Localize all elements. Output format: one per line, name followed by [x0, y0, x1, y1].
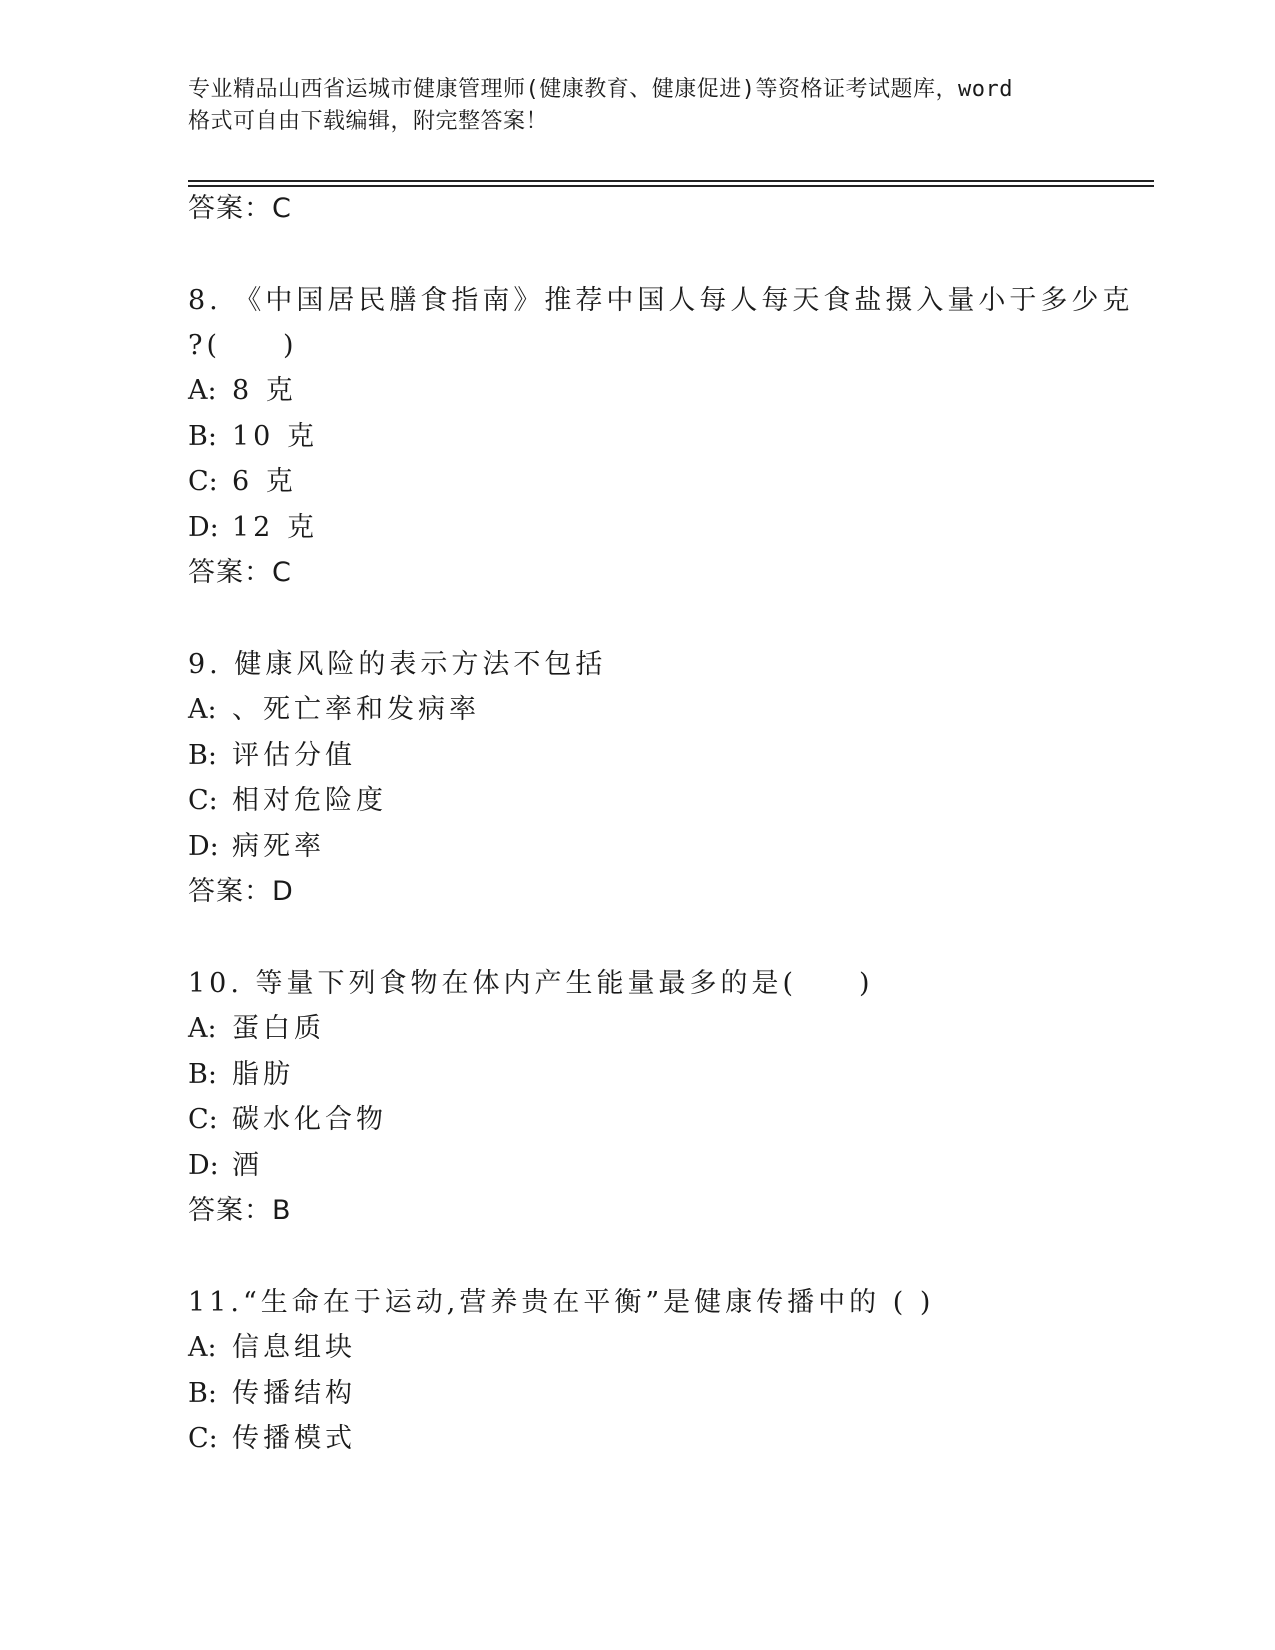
option-key: C: [188, 1104, 218, 1135]
option-key: B: [188, 1377, 217, 1409]
question-stem-continued: ?( ) [188, 330, 298, 361]
option-key: A: [188, 375, 217, 406]
option-text: 病死率 [232, 830, 325, 862]
option-b [188, 1371, 1148, 1417]
question-10 [188, 961, 1148, 1234]
question-stem: 11.“生命在于运动,营养贵在平衡”是健康传播中的 ( ) [188, 1287, 935, 1318]
option-c [188, 459, 1148, 505]
option-a [188, 1325, 1148, 1371]
option-key: A: [188, 1013, 217, 1044]
option-key: B: [188, 739, 217, 771]
option-b [188, 414, 1148, 460]
option-text: 8 克 [232, 375, 297, 406]
option-key: C: [188, 785, 218, 816]
option-a [188, 368, 1148, 414]
option-key: D: [188, 1149, 219, 1181]
option-text: 10 克 [232, 420, 318, 452]
question-stem: 10. 等量下列食物在体内产生能量最多的是( ) [188, 968, 874, 999]
option-text: 酒 [232, 1149, 263, 1181]
option-text: 、死亡率和发病率 [232, 694, 480, 725]
answer-label: 答案：C [188, 193, 292, 224]
option-c [188, 778, 1148, 824]
option-c [188, 1097, 1148, 1143]
answer-label: 答案：C [188, 557, 292, 588]
question-stem: 9. 健康风险的表示方法不包括 [188, 649, 607, 680]
option-key: B: [188, 1058, 217, 1090]
question-8 [188, 278, 1148, 596]
question-11 [188, 1280, 1148, 1462]
option-b [188, 733, 1148, 779]
option-d [188, 505, 1148, 551]
document-header [188, 74, 1118, 138]
option-text: 脂肪 [232, 1058, 294, 1090]
spacer [188, 1234, 1148, 1280]
answer-label: 答案：B [188, 1195, 292, 1226]
question-stem: 8. 《中国居民膳食指南》推荐中国人每人每天食盐摄入量小于多少克 [188, 285, 1134, 316]
option-text: 相对危险度 [232, 785, 387, 816]
option-key: A: [188, 694, 217, 725]
option-text: 12 克 [232, 511, 318, 543]
option-text: 碳水化合物 [232, 1104, 387, 1135]
document-body [188, 186, 1148, 1462]
option-d [188, 824, 1148, 870]
option-text: 传播模式 [232, 1423, 356, 1454]
option-text: 蛋白质 [232, 1013, 325, 1044]
option-a [188, 1006, 1148, 1052]
option-key: D: [188, 830, 219, 862]
option-key: A: [188, 1332, 217, 1363]
header-divider-top [188, 180, 1154, 182]
spacer [188, 915, 1148, 961]
option-text: 信息组块 [232, 1332, 356, 1363]
header-line-2: 格式可自由下载编辑，附完整答案！ [188, 109, 549, 134]
spacer [188, 596, 1148, 642]
option-key: C: [188, 1423, 218, 1454]
option-key: D: [188, 511, 219, 543]
option-key: C: [188, 466, 218, 497]
option-key: B: [188, 420, 217, 452]
header-line-1: 专业精品山西省运城市健康管理师(健康教育、健康促进)等资格证考试题库，word [188, 77, 1013, 102]
spacer [188, 232, 1148, 278]
option-text: 传播结构 [232, 1377, 356, 1409]
option-text: 评估分值 [232, 739, 356, 771]
option-d [188, 1143, 1148, 1189]
option-a [188, 687, 1148, 733]
question-9 [188, 642, 1148, 915]
answer-label: 答案：D [188, 876, 294, 907]
option-c [188, 1416, 1148, 1462]
option-b [188, 1052, 1148, 1098]
option-text: 6 克 [232, 466, 297, 497]
